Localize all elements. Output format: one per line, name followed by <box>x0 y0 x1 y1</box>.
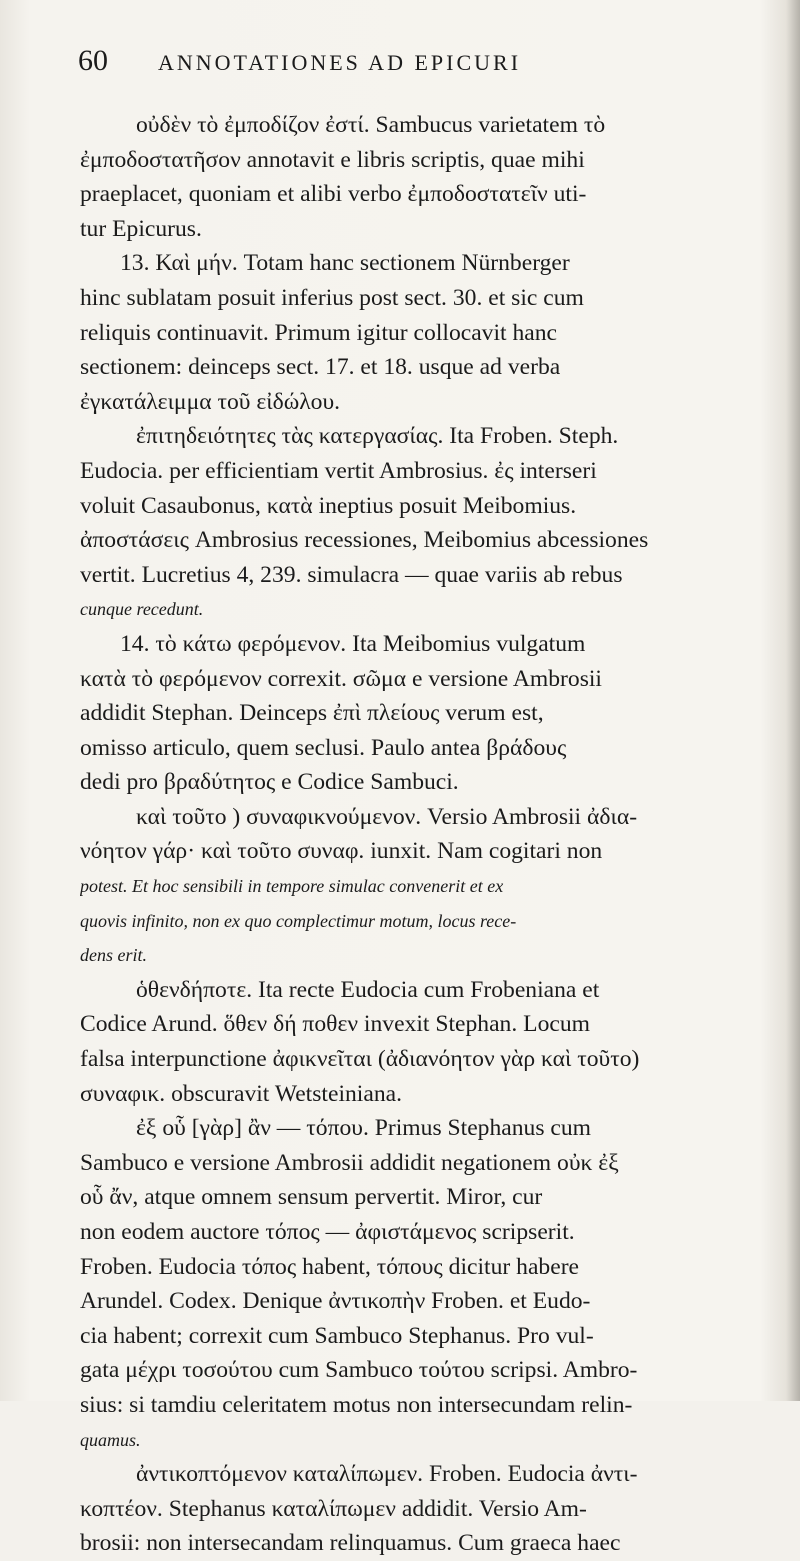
text-line: sectionem: deinceps sect. 17. et 18. usque ad verba <box>80 354 561 381</box>
text-line: καὶ τοῦτο ) συναφικνούμενον. Versio Ambrosii ἀδια- <box>136 803 638 830</box>
text-line: potest. Et hoc sensibili in tempore simulac convenerit et ex <box>80 876 504 897</box>
page-spine-shadow <box>786 0 800 1401</box>
text-line: Arundel. Codex. Denique ἀντικοπὴν Froben. et Eudo- <box>80 1288 591 1315</box>
text-line: voluit Casaubonus, κατὰ ineptius posuit Meibomius. <box>80 492 577 519</box>
running-head: ANNOTATIONES AD EPICURI <box>158 50 522 75</box>
text-line: praeplacet, quoniam et alibi verbo ἐμποδοστατεῖν uti- <box>80 181 587 208</box>
text-line: quovis infinito, non ex quo complectimur motum, locus rece- <box>80 910 517 931</box>
annotation-text <box>80 108 740 1561</box>
text-line: hinc sublatam posuit inferius post sect. 30. et sic cum <box>80 284 584 311</box>
text-line: οὗ ἄν, atque omnem sensum pervertit. Miror, cur <box>80 1184 543 1211</box>
text-line: ἐμποδοστατῆσον annotavit e libris scriptis, quae mihi <box>80 146 585 173</box>
text-line: ἐξ οὗ [γὰρ] ἂν — τόπου. Primus Stephanus cum <box>136 1115 592 1142</box>
text-line: quamus. <box>80 1429 141 1450</box>
text-line: addidit Stephan. Deinceps ἐπὶ πλείους verum est, <box>80 700 544 727</box>
text-line: brosii: non intersecandam relinquamus. Cum graeca haec <box>80 1530 621 1557</box>
text-line: 14. τὸ κάτω φερόμενον. Ita Meibomius vulgatum <box>120 630 586 657</box>
text-line: cia habent; correxit cum Sambuco Stephanus. Pro vul- <box>80 1322 594 1349</box>
text-line: Sambuco e versione Ambrosii addidit negationem οὐκ ἐξ <box>80 1149 619 1176</box>
text-line: κατὰ τὸ φερόμενον correxit. σῶμα e versione Ambrosii <box>80 665 602 692</box>
page-header <box>78 44 738 84</box>
text-line: ἀντικοπτόμενον καταλίπωμεν. Froben. Eudocia ἀντι- <box>136 1461 638 1488</box>
text-line: dens erit. <box>80 945 147 966</box>
text-line: ἐπιτηδειότητες τὰς κατεργασίας. Ita Froben. Steph. <box>136 423 619 450</box>
text-line: Eudocia. per efficientiam vertit Ambrosius. ἐς interseri <box>80 457 597 484</box>
text-line: falsa interpunctione ἀφικνεῖται (ἀδιανόητον γὰρ καὶ τοῦτο) <box>80 1046 640 1073</box>
text-line: οὐδὲν τὸ ἐμποδίζον ἐστί. Sambucus varietatem τὸ <box>136 112 606 138</box>
text-line: 13. Καὶ μήν. Totam hanc sectionem Nürnberger <box>120 250 570 277</box>
text-line: Codice Arund. ὅθεν δή ποθεν invexit Stephan. Locum <box>80 1011 590 1038</box>
text-line: gata μέχρι τοσούτου cum Sambuco τούτου scripsi. Ambro- <box>80 1357 638 1384</box>
text-line: κοπτέον. Stephanus καταλίπωμεν addidit. Versio Am- <box>80 1495 587 1522</box>
text-line: omisso articulo, quem seclusi. Paulo antea βράδους <box>80 734 567 761</box>
text-line: ἐγκατάλειμμα τοῦ εἰδώλου. <box>80 388 341 415</box>
text-line: ὁθενδήποτε. Ita recte Eudocia cum Frobeniana et <box>136 976 600 1003</box>
text-line: non eodem auctore τόπος — ἀφιστάμενος scripserit. <box>80 1219 575 1245</box>
text-line: dedi pro βραδύτητος e Codice Sambuci. <box>80 769 459 796</box>
text-line: vertit. Lucretius 4, 239. simulacra — quae variis ab rebus <box>80 561 623 588</box>
text-line: reliquis continuavit. Primum igitur collocavit hanc <box>80 319 558 346</box>
text-line: νόητον γάρ· καὶ τοῦτο συναφ. iunxit. Nam cogitari non <box>80 838 603 865</box>
text-line: sius: si tamdiu celeritatem motus non intersecundam relin- <box>80 1391 633 1418</box>
page-number: 60 <box>78 44 108 77</box>
text-line: συναφικ. obscuravit Wetsteiniana. <box>80 1080 402 1107</box>
text-line: cunque recedunt. <box>80 599 204 620</box>
text-line: Froben. Eudocia τόπος habent, τόπους dicitur habere <box>80 1253 580 1280</box>
text-line: ἀποστάσεις Ambrosius recessiones, Meibomius abcessiones <box>80 527 649 554</box>
text-line: tur Epicurus. <box>80 215 202 242</box>
